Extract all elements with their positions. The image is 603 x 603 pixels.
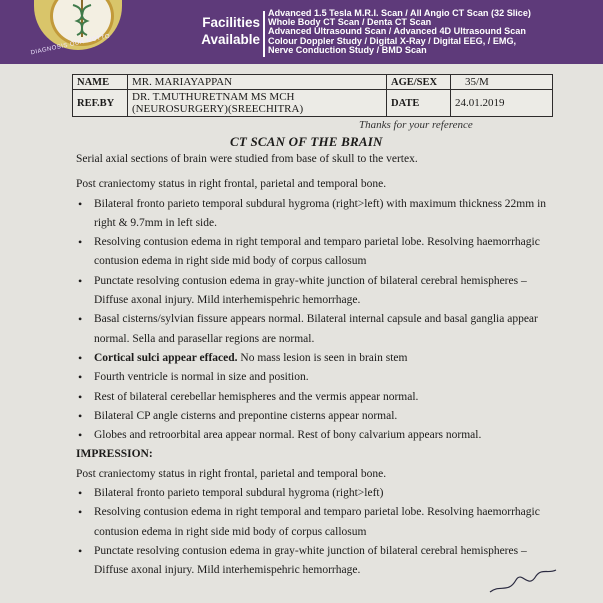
finding-item: • Rest of bilateral cerebellar hemispheres and the vermis appear normal. <box>76 388 546 407</box>
status-text: Post craniectomy status in right frontal, parietal and temporal bone. <box>76 178 387 191</box>
findings-list <box>76 195 546 446</box>
date-label: DATE <box>387 90 451 117</box>
logo-motto: DIAGNOSIS OUR MOTTO <box>30 33 111 57</box>
patient-agesex: 35/M <box>451 75 553 90</box>
divider <box>263 11 265 57</box>
service-line: Advanced Ultrasound Scan / Advanced 4D Ultrasound Scan <box>268 26 526 37</box>
service-line: Advanced 1.5 Tesla M.R.I. Scan / All Angio CT Scan (32 Slice) <box>268 8 531 18</box>
impression-item: • Resolving contusion edema in right temporal and temparo parietal lobe. Resolving haemorrhagic contusion edema in right side mid body of corpus callosum <box>76 503 546 542</box>
service-line: Colour Doppler Study / Digital X-Ray / Digital EEG, / EMG, <box>268 35 517 46</box>
finding-item: • Bilateral fronto parieto temporal subdural hygroma (right>left) with maximum thickness 22mm in right & 9.7mm in left side. <box>76 195 546 234</box>
finding-item: • Fourth ventricle is normal in size and position. <box>76 368 546 387</box>
agesex-label: AGE/SEX <box>387 75 451 90</box>
thanks-note: Thanks for your reference <box>359 119 473 131</box>
letterhead-banner <box>0 0 603 64</box>
impression-heading: IMPRESSION: <box>76 448 153 461</box>
name-label: NAME <box>73 75 128 90</box>
facilities-title: Facilities Available <box>201 15 260 47</box>
impression-status: Post craniectomy status in right frontal, parietal and temporal bone. <box>76 467 387 480</box>
services-list <box>268 9 598 55</box>
finding-item <box>76 349 546 368</box>
service-line: Whole Body CT Scan / Denta CT Scan <box>268 17 432 28</box>
patient-name: MR. MARIAYAPPAN <box>128 75 387 90</box>
patient-info-table <box>72 74 553 117</box>
refby-label: REF.BY <box>73 90 128 117</box>
report-title: CT SCAN OF THE BRAIN <box>230 134 383 149</box>
finding-item: • Bilateral CP angle cisterns and prepontine cisterns appear normal. <box>76 407 546 426</box>
finding-item: • Resolving contusion edema in right temporal and temparo parietal lobe. Resolving haemorrhagic contusion edema in right side mid body of corpus callosum <box>76 233 546 272</box>
finding-item: • Punctate resolving contusion edema in gray-white junction of bilateral cerebral hemispheres – Diffuse axonal injury. Mild interhemispehric hemorrhage. <box>76 272 546 311</box>
impression-item: • Punctate resolving contusion edema in gray-white junction of bilateral cerebral hemispheres – Diffuse axonal injury. Mild interhemispehric hemorrhage. <box>76 542 546 581</box>
report-date: 24.01.2019 <box>451 90 553 117</box>
finding-item: • Basal cisterns/sylvian fissure appears normal. Bilateral internal capsule and basal ganglia appear normal. Sella and parasellar regions are normal. <box>76 310 546 349</box>
finding-rest: No mass lesion is seen in brain stem <box>237 351 408 364</box>
impression-item: • Bilateral fronto parieto temporal subdural hygroma (right>left) <box>76 484 546 503</box>
service-line: Nerve Conduction Study / BMD Scan <box>268 44 427 55</box>
finding-item: • Globes and retroorbital area appear normal. Rest of bony calvarium appears normal. <box>76 426 546 445</box>
impression-list <box>76 484 546 580</box>
finding-bold: Cortical sulci appear effaced. <box>94 351 238 364</box>
referring-doctor: DR. T.MUTHURETNAM MS MCH (NEUROSURGERY)(SREECHITRA) <box>128 90 387 117</box>
intro-text: Serial axial sections of brain were studied from base of skull to the vertex. <box>76 153 418 165</box>
report-body <box>76 150 546 581</box>
signature-icon <box>488 566 558 596</box>
